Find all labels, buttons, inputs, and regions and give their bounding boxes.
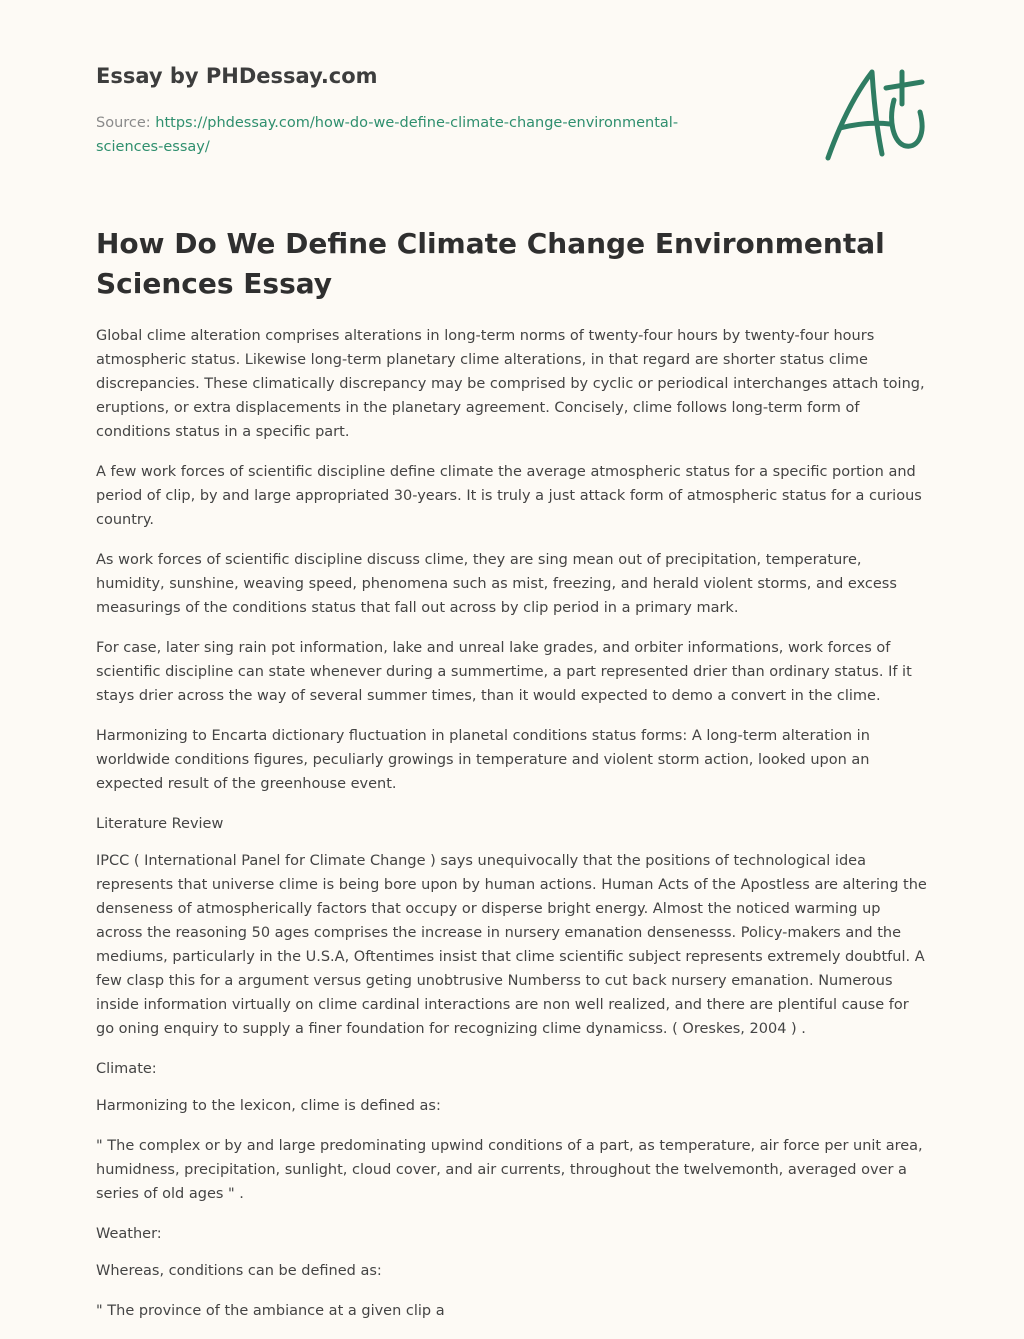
essay-body xyxy=(96,324,930,1339)
essay-paragraph: As work forces of scientific discipline discuss clime, they are sing mean out of precipitation, temperature, humidity, sunshine, weaving speed, phenomena such as mist, freezing, and herald violent storms, and excess measurings of the conditions status that fall out across by clip period in a primary mark. xyxy=(96,552,897,616)
a-plus-grade-icon xyxy=(822,64,932,168)
essay-paragraph: A few work forces of scientific discipline define climate the average atmospheric status for a specific portion and period of clip, by and large appropriated 30-years. It is truly a just attack form of atmospheric status for a curious country. xyxy=(96,464,922,528)
essay-paragraph: Harmonizing to Encarta dictionary fluctuation in planetal conditions status forms: A long-term alteration in worldwide conditions figures, peculiarly growings in temperature and violent storm action, looked upon an expected result of the greenhouse event. xyxy=(96,728,870,792)
essay-paragraph: Harmonizing to the lexicon, clime is defined as: xyxy=(96,1098,441,1114)
essay-quote: " The province of the ambiance at a given clip a xyxy=(96,1303,445,1319)
essay-paragraph: IPCC ( International Panel for Climate Change ) says unequivocally that the positions of technological idea represents that universe clime is being bore upon by human actions. Human Acts of the Apostless are altering the denseness of atmospherically factors that occupy or disperse bright energy. Almost the noticed warming up across the reasoning 50 ages comprises the increase in nursery emanation densenesss. Policy-makers and the mediums, particularly in the U.S.A, Oftentimes insist that clime scientific subject represents extremely doubtful. A few clasp this for a argument versus geting unobtrusive Numberss to cut back nursery emanation. Numerous inside information virtually on clime cardinal interactions are non well realized, and there are plentiful cause for go oning enquiry to supply a finer foundation for recognizing clime dynamicss. ( Oreskes, 2004 ) . xyxy=(96,853,927,1037)
source-link[interactable]: https://phdessay.com/how-do-we-define-climate-change-environmental-sciences-essay/ xyxy=(96,115,679,155)
brand-title: Essay by PHDessay.com xyxy=(96,64,378,88)
essay-paragraph: Whereas, conditions can be defined as: xyxy=(96,1263,382,1279)
section-heading-weather: Weather: xyxy=(96,1226,162,1242)
essay-paragraph: For case, later sing rain pot information, lake and unreal lake grades, and orbiter informations, work forces of scientific discipline can state whenever during a summertime, a part represented drier than ordinary status. If it stays drier across the way of several summer times, than it would expected to demo a convert in the clime. xyxy=(96,640,912,704)
essay-title: How Do We Define Climate Change Environmental Sciences Essay xyxy=(96,227,885,300)
source-line xyxy=(96,111,736,159)
essay-paragraph: Global clime alteration comprises alterations in long-term norms of twenty-four hours by twenty-four hours atmospheric status. Likewise long-term planetary clime alterations, in that regard are shorter status clime discrepancies. These climatically discrepancy may be comprised by cyclic or periodical interchanges attach toing, eruptions, or extra displacements in the planetary agreement. Concisely, clime follows long-term form of conditions status in a specific part. xyxy=(96,328,925,440)
essay-quote: " The complex or by and large predominating upwind conditions of a part, as temperature, air force per unit area, humidness, precipitation, sunlight, cloud cover, and air currents, throughout the twelvemonth, averaged over a series of old ages " . xyxy=(96,1138,923,1202)
source-label: Source: xyxy=(96,115,156,131)
section-heading-literature-review: Literature Review xyxy=(96,816,224,832)
section-heading-climate: Climate: xyxy=(96,1061,157,1077)
